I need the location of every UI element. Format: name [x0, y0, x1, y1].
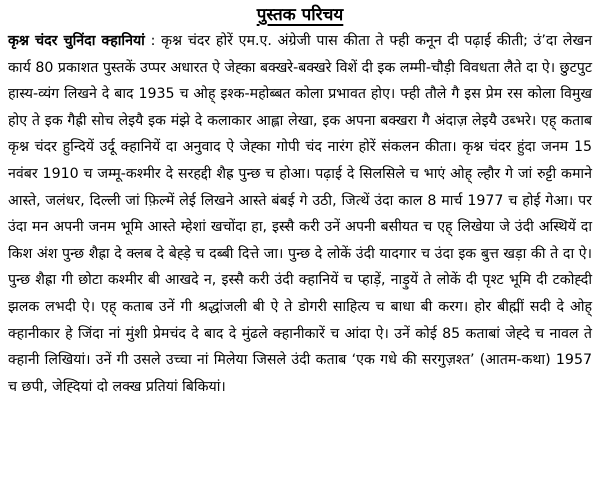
page-title-text: पुस्तक परिचय [256, 5, 344, 25]
title-separator: : [144, 33, 162, 49]
book-title: कृश्न चंदर चुनिंदा क्हानियां [8, 33, 145, 49]
page-title [8, 4, 592, 26]
book-description-text: कृश्न चंदर होरें एम.ए. अंग्रेजी पास कीता ते फ्ही कनून दी पढ़ाई कीती; उं’दा लेखन कार्य 80 प्रकाशत पुस्तकें उप्पर अधारत ऐ जेह्का बक्खरे-बक्खरे विशें दी इक लम्मी-चौड़ी विवधता लैते दा ऐ। छुटपुट हास्य-व्यंग लिखने दे बाद 1935 च ओह् इश्क-महोब्बत कोला प्रभावत होए। फ्ही तौले गै इस प्रेम रस कोला विमुख होए ते इक गैह्री सोच लेइयै इक मंझे दे कलाकार आह्ला लेखा, इक अपना बक्खरा गै अंदाज़ लेइयै उब्भरे। एह् कताब कृश्न चंदर हुन्दियें उर्दू क्हानियें दा अनुवाद ऐ जेह्का गोपी चंद नारंग होरें संकलन कीता। कृश्न चंदर हुंदा जनम 15 नवंबर 1910 च जम्मू-कश्मीर दे सरहद्दी शैह्र पुन्छ च होआ। पढ़ाई दे सिलसिले च भाएं ओह् ल्हौर गे जां रुट्टी कमाने आस्ते, जलंधर, दिल्ली जां फ़िल्में लेई लिखने आस्ते बंबई गे उठी, जित्थें उंदा काल 8 मार्च 1977 च होई गेआ। पर उंदा मन अपनी जनम भूमि आस्ते म्हेशां खचोंदा हा, इस्सै करी उनें अपनी बसीयत च एह् लिखेया जे उंदी अस्थियें दा किश अंश पुन्छ शैह्रा दे क्लब दे बेह्ड़े च दब्बी दित्ते जा। पुन्छ दे लोकें उंदी यादगार च उंदा इक बुत्त खड़ा की ते दा ऐ। पुन्छ शैह्रा गी छोटा कश्मीर बी आखदे न, इस्सै करी उंदी क्हानियें च प्हाड़ें, नाड़ुयें ते लोकें दी पृश्ट भूमि दी टकोह्दी झलक लभदी ऐ। एह् कताब उनें गी श्रद्धांजली बी ऐ ते डोगरी साहित्य च बाधा बी करग। होर बीह्मीं सदी दे ओह् क्हानीकार हे जिंदा नां मुंशी प्रेमचंद दे बाद दे मुंढले क्हानीकारें च आंदा ऐ। उनें कोई 85 कताबां जेह्दे च नावल ते क्हानी लिखियां। उनें गी उसले उच्चा नां मिलेया जिसले उंदी कताब ‘एक गधे की सरगुज़श्त’ (आतम-कथा) 1957 च छपी, जेह्दियां दो लक्ख प्रतियां बिकियां। [8, 33, 592, 395]
book-description [8, 28, 592, 400]
